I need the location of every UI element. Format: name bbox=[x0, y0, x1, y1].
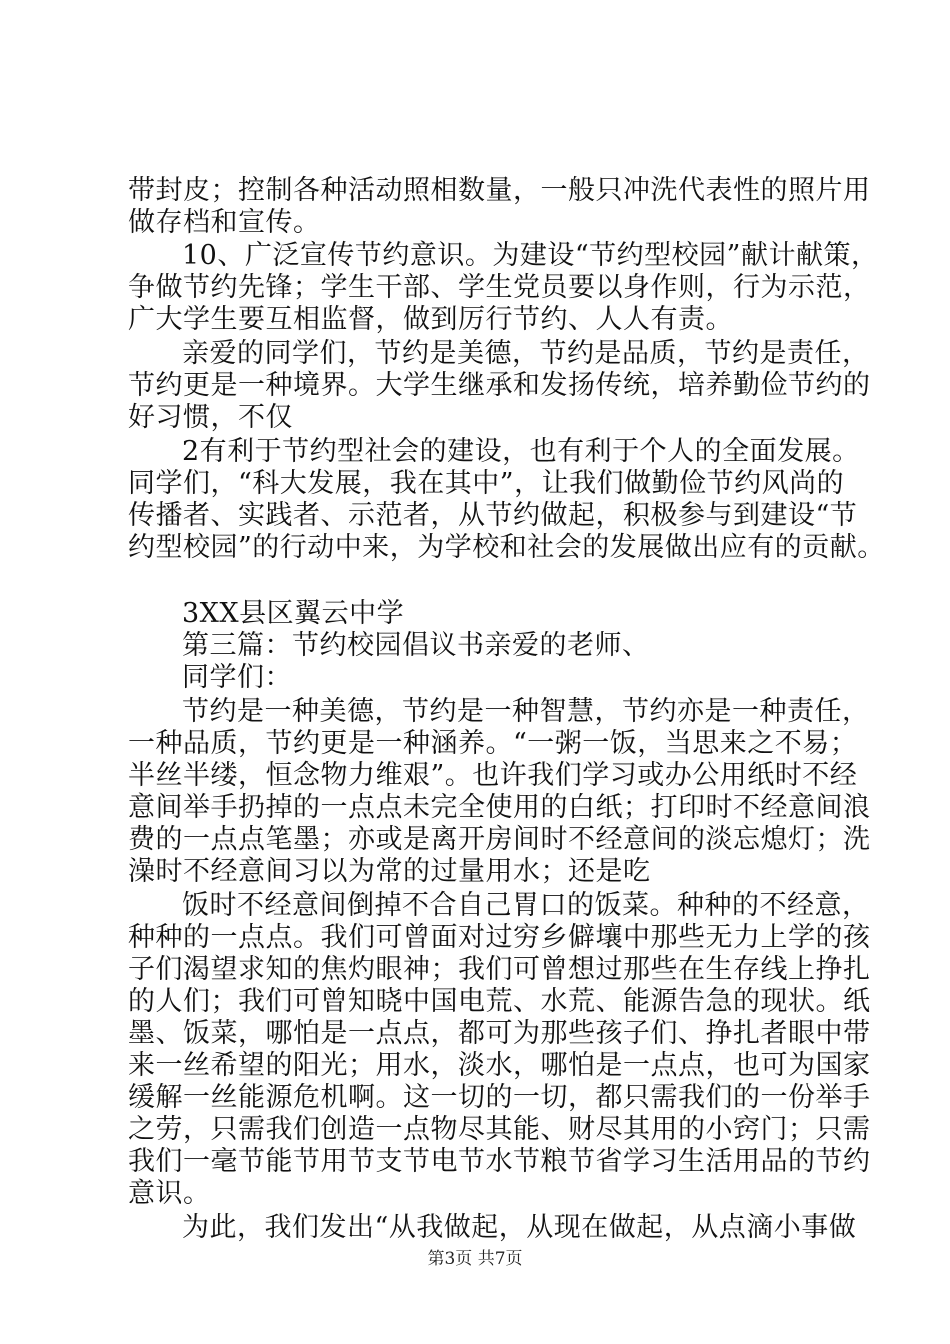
text-line: 同学们，“科大发展，我在其中”，让我们做勤俭节约风尚的 bbox=[128, 468, 845, 499]
text-line: 好习惯，不仅 bbox=[128, 402, 293, 433]
text-line: 缓解一丝能源危机啊。这一切的一切，都只需我们的一份举手 bbox=[128, 1082, 871, 1113]
text-line: 传播者、实践者、示范者，从节约做起，积极参与到建设“节 bbox=[128, 500, 858, 531]
text-line: 10、广泛宣传节约意识。为建设“节约型校园”献计献策， bbox=[182, 240, 879, 271]
text-line: 一种品质，节约更是一种涵养。“一粥一饭，当思来之不易； bbox=[128, 728, 858, 759]
salutation: 同学们： bbox=[182, 662, 292, 693]
text-line: 节约更是一种境界。大学生继承和发扬传统，培养勤俭节约的 bbox=[128, 370, 871, 401]
text-line: 饭时不经意间倒掉不合自己胃口的饭菜。种种的不经意， bbox=[182, 890, 870, 921]
text-line: 2有利于节约型社会的建设，也有利于个人的全面发展。 bbox=[182, 436, 860, 467]
text-line: 节约是一种美德，节约是一种智慧，节约亦是一种责任， bbox=[182, 696, 870, 727]
text-line: 广大学生要互相监督，做到厉行节约、人人有责。 bbox=[128, 304, 733, 335]
text-line: 墨、饭菜，哪怕是一点点，都可为那些孩子们、挣扎者眼中带 bbox=[128, 1018, 871, 1049]
text-line: 的人们；我们可曾知晓中国电荒、水荒、能源告急的现状。纸 bbox=[128, 986, 871, 1017]
text-line: 我们一毫节能节用节支节电节水节粮节省学习生活用品的节约 bbox=[128, 1146, 871, 1177]
text-line: 意识。 bbox=[128, 1178, 211, 1209]
text-line: 子们渴望求知的焦灼眼神；我们可曾想过那些在生存线上挣扎 bbox=[128, 954, 871, 985]
page-footer: 第3页 共7页 bbox=[427, 1249, 523, 1269]
text-line: 约型校园”的行动中来，为学校和社会的发展做出应有的贡献。 bbox=[128, 532, 885, 563]
text-line: 带封皮；控制各种活动照相数量，一般只冲洗代表性的照片用 bbox=[128, 175, 871, 206]
text-line: 亲爱的同学们，节约是美德，节约是品质，节约是责任， bbox=[182, 338, 870, 369]
school-name: 3XX县区翼云中学 bbox=[182, 598, 405, 629]
text-line: 来一丝希望的阳光；用水，淡水，哪怕是一点点，也可为国家 bbox=[128, 1050, 871, 1081]
text-line: 做存档和宣传。 bbox=[128, 207, 321, 238]
text-line: 半丝半缕，恒念物力维艰”。也许我们学习或办公用纸时不经 bbox=[128, 760, 858, 791]
text-line: 费的一点点笔墨；亦或是离开房间时不经意间的淡忘熄灯；洗 bbox=[128, 824, 871, 855]
text-line: 为此，我们发出“从我做起，从现在做起，从点滴小事做 bbox=[182, 1212, 857, 1243]
section-title: 第三篇：节约校园倡议书亲爱的老师、 bbox=[182, 630, 650, 661]
text-line: 种种的一点点。我们可曾面对过穷乡僻壤中那些无力上学的孩 bbox=[128, 922, 871, 953]
text-line: 之劳，只需我们创造一点物尽其能、财尽其用的小窍门；只需 bbox=[128, 1114, 871, 1145]
text-line: 争做节约先锋；学生干部、学生党员要以身作则，行为示范， bbox=[128, 272, 871, 303]
text-line: 澡时不经意间习以为常的过量用水；还是吃 bbox=[128, 856, 651, 887]
text-line: 意间举手扔掉的一点点未完全使用的白纸；打印时不经意间浪 bbox=[128, 792, 871, 823]
